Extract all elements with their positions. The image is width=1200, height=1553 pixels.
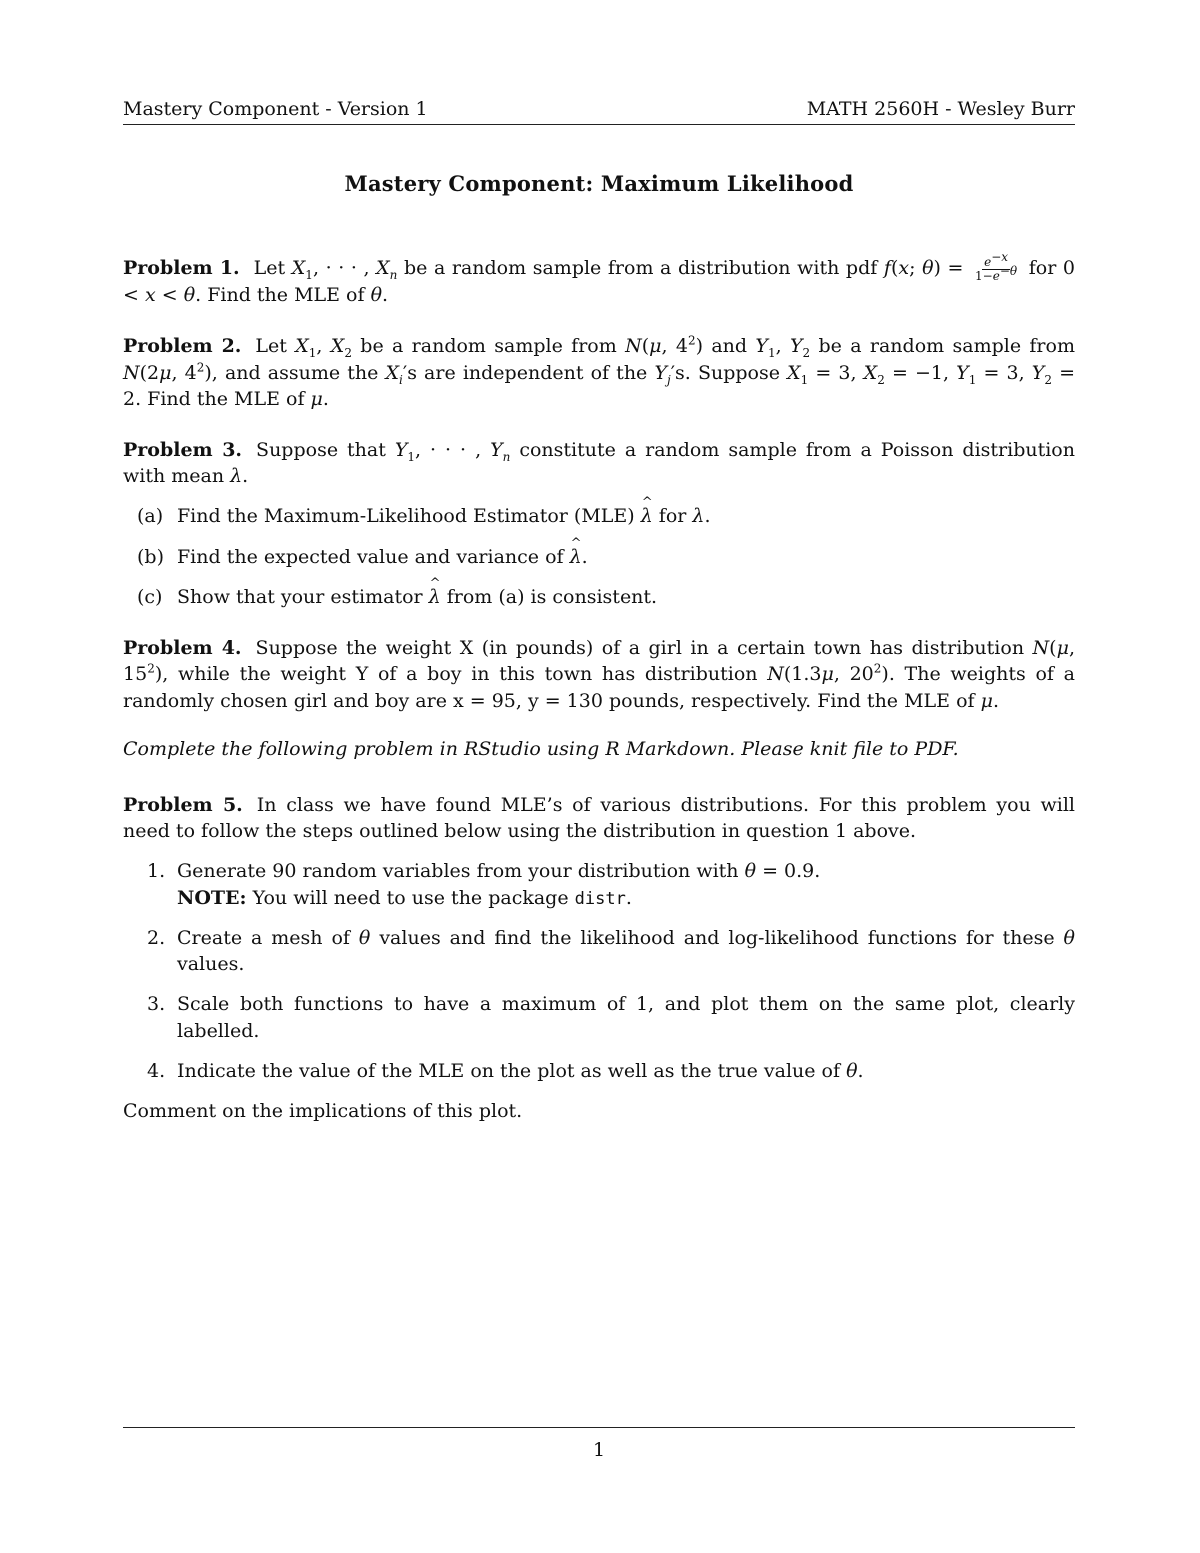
header-left: Mastery Component - Version 1: [123, 98, 428, 120]
problem-5-steps: [123, 858, 1075, 1084]
list-item: [137, 503, 1075, 529]
problem-1-text: Let $X_1$, · · · , $X_n$ be a random sample from a distribution with pdf f(x; θ) = $\frac{e^{-x}}{1-e^{-\theta}}$ for 0 < x < θ. Find the MLE of θ.: [123, 249, 1075, 307]
list-item: [147, 858, 1075, 911]
problem-5: [123, 792, 1075, 1124]
problem-3: [123, 437, 1075, 610]
part-marker: (c): [137, 585, 163, 608]
list-item: [137, 584, 1075, 610]
list-item: [147, 1058, 1075, 1084]
document-page: [123, 0, 1075, 1553]
step-text: Create a mesh of θ values and find the likelihood and log-likelihood functions for these θ values.: [177, 927, 1075, 976]
instruction-note: Complete the following problem in RStudio using R Markdown. Please knit file to PDF.: [123, 737, 959, 760]
list-item: [137, 544, 1075, 570]
page-number: 1: [592, 1439, 606, 1461]
problem-2-text: Let $X_1$, $X_2$ be a random sample from N(μ, $4^2$) and $Y_1$, $Y_2$ be a random sample from N(2μ, $4^2$), and assume the $X_i's$ are independent of the $Y_j's$. Suppose $X_1 = 3$, $X_2 = -1$, $Y_1 = 3$, $Y_2 = 2$. Find the MLE of μ.: [123, 333, 1076, 410]
step-marker: 3.: [147, 993, 166, 1016]
problem-2: [123, 333, 1075, 412]
problem-5-text: In class we have found MLE’s of various distributions. For this problem you will need to follow the steps outlined below using the distribution in question 1 above.: [123, 793, 1075, 843]
problem-4: [123, 635, 1075, 714]
document-body: [123, 249, 1076, 1149]
problem-4-label: Problem 4.: [123, 637, 242, 660]
header-right: MATH 2560H - Wesley Burr: [806, 98, 1075, 120]
step-marker: 4.: [147, 1059, 166, 1082]
part-marker: (b): [137, 545, 164, 568]
part-marker: (a): [137, 505, 164, 528]
problem-3-text: Suppose that $Y_1$, · · · , $Y_n$ constitute a random sample from a Poisson distribution with mean λ.: [123, 438, 1075, 488]
step-text: Scale both functions to have a maximum of 1, and plot them on the same plot, clearly labelled.: [177, 993, 1075, 1042]
comment-text: Comment on the implications of this plot.: [123, 1100, 523, 1123]
list-item: [147, 991, 1075, 1043]
footer-rule: [123, 1427, 1075, 1428]
header-rule: [123, 124, 1075, 125]
step-text: Indicate the value of the MLE on the plot as well as the true value of θ.: [177, 1059, 864, 1082]
part-text: Find the Maximum-Likelihood Estimator (MLE) ^ λ for λ.: [177, 503, 711, 529]
part-text: Show that your estimator ^ λ from (a) is consistent.: [177, 584, 657, 610]
problem-2-label: Problem 2.: [123, 335, 242, 358]
problem-5-label: Problem 5.: [123, 793, 243, 816]
list-item: [147, 925, 1075, 977]
problem-4-text: Suppose the weight X (in pounds) of a girl in a certain town has distribution N(μ, $15^2$), while the weight Y of a boy in this town has distribution N(1.3μ, $20^2$). The weights of a randomly chosen girl and boy are x = 95, y = 130 pounds, respectively. Find the MLE of μ.: [123, 637, 1075, 712]
part-text: Find the expected value and variance of ^ λ.: [177, 544, 588, 570]
step-text: Generate 90 random variables from your distribution with θ = 0.9. NOTE: You will need to use the package distr.: [177, 860, 821, 909]
document-title: Mastery Component: Maximum Likelihood: [344, 171, 854, 196]
problem-3-label: Problem 3.: [123, 438, 243, 461]
step-marker: 1.: [147, 860, 166, 883]
problem-1: [123, 249, 1075, 308]
problem-3-parts: [123, 503, 1075, 610]
running-header: [123, 96, 1075, 122]
step-marker: 2.: [147, 927, 166, 950]
problem-1-label: Problem 1.: [123, 257, 240, 279]
